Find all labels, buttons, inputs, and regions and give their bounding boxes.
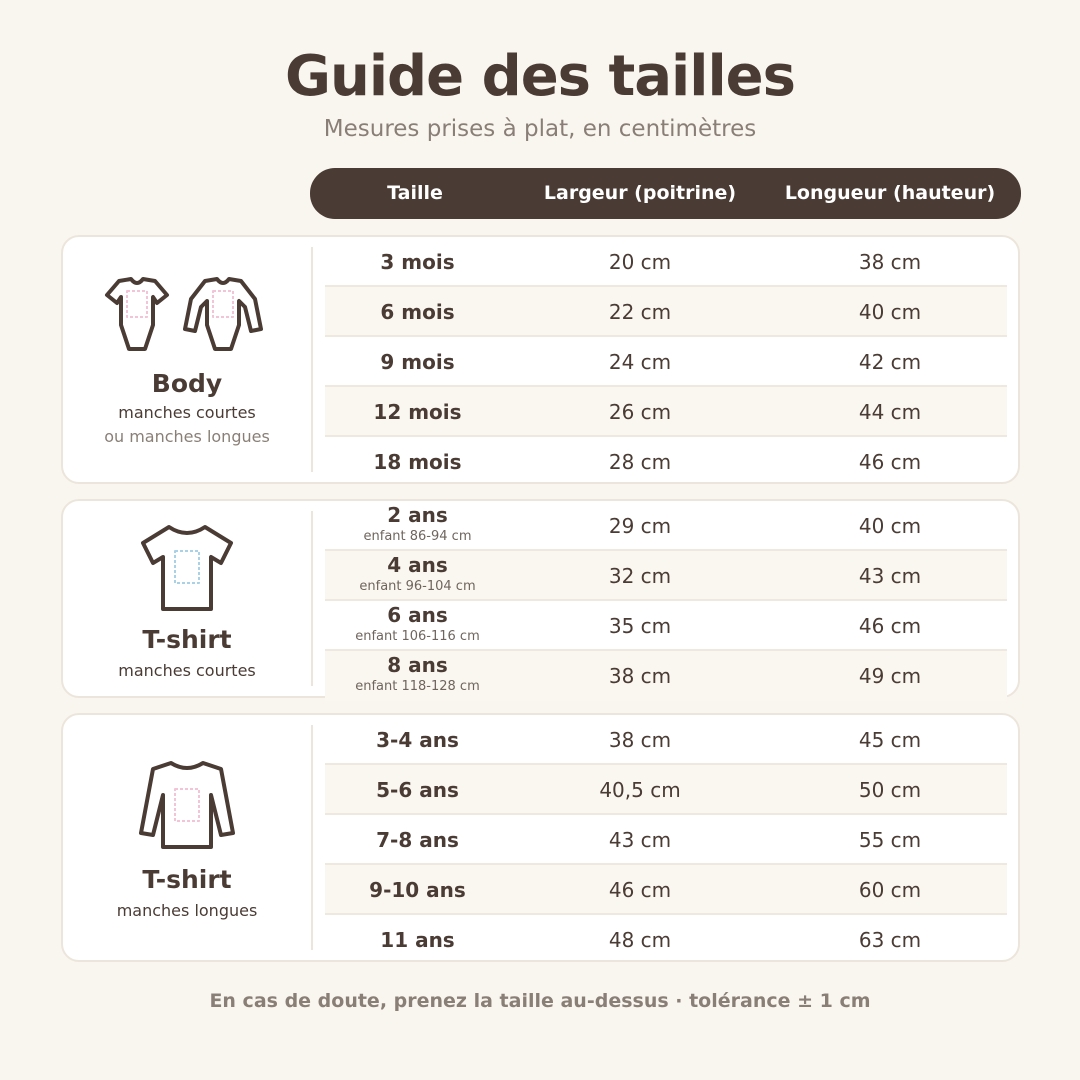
page-subtitle: Mesures prises à plat, en centimètres: [323, 116, 757, 142]
table-row: [325, 551, 1007, 601]
length-cell: 46 cm: [858, 450, 922, 474]
width-cell: 29 cm: [608, 514, 672, 538]
size-cell: 18 mois: [373, 450, 462, 474]
length-cell: 43 cm: [858, 564, 922, 588]
section-name: T-shirt: [142, 625, 232, 654]
table-row: [325, 601, 1007, 651]
footer-note: En cas de doute, prenez la taille au-dessus · tolérance ± 1 cm: [209, 990, 871, 1012]
size-cell: 4 ans: [387, 553, 448, 577]
table-row: [325, 715, 1007, 765]
header-size: Taille: [387, 182, 443, 204]
divider: [311, 511, 313, 686]
length-cell: 60 cm: [858, 878, 922, 902]
section-icons: [63, 759, 311, 859]
section-sub: manches courtes: [118, 661, 256, 680]
size-rows: [325, 715, 1007, 965]
divider: [311, 725, 313, 950]
length-cell: 40 cm: [858, 300, 922, 324]
section-name: T-shirt: [142, 865, 232, 894]
table-row: [325, 501, 1007, 551]
table-row: [325, 765, 1007, 815]
tshirt-long-sleeve-icon: [137, 759, 237, 855]
width-cell: 48 cm: [608, 928, 672, 952]
size-cell: 8 ans: [387, 653, 448, 677]
size-cell: 9-10 ans: [369, 878, 466, 902]
length-cell: 40 cm: [858, 514, 922, 538]
width-cell: 22 cm: [608, 300, 672, 324]
size-cell: 6 ans: [387, 603, 448, 627]
table-row: [325, 237, 1007, 287]
size-cell: 7-8 ans: [376, 828, 459, 852]
section-icons: [63, 275, 311, 359]
length-cell: 38 cm: [858, 250, 922, 274]
section-tshirt-short: [61, 499, 1020, 698]
section-sub-alt: ou manches longues: [104, 427, 270, 446]
length-cell: 42 cm: [858, 350, 922, 374]
size-cell: 9 mois: [380, 350, 455, 374]
width-cell: 26 cm: [608, 400, 672, 424]
section-tshirt-long: [61, 713, 1020, 962]
table-row: [325, 387, 1007, 437]
section-label: [63, 715, 311, 960]
section-label: [63, 237, 311, 482]
size-note: enfant 86-94 cm: [363, 529, 472, 544]
size-note: enfant 106-116 cm: [355, 629, 480, 644]
bodysuit-icons: [97, 275, 277, 355]
width-cell: 28 cm: [608, 450, 672, 474]
width-cell: 35 cm: [608, 614, 672, 638]
size-cell: 12 mois: [373, 400, 462, 424]
section-label: [63, 501, 311, 696]
width-cell: 38 cm: [608, 664, 672, 688]
table-row: [325, 865, 1007, 915]
section-body: [61, 235, 1020, 484]
width-cell: 32 cm: [608, 564, 672, 588]
length-cell: 63 cm: [858, 928, 922, 952]
section-sub: manches courtes: [118, 403, 256, 422]
table-row: [325, 437, 1007, 487]
bodysuit-long-sleeve-icon: [185, 279, 261, 349]
section-icons: [63, 523, 311, 617]
length-cell: 46 cm: [858, 614, 922, 638]
tshirt-short-sleeve-icon: [137, 523, 237, 613]
width-cell: 43 cm: [608, 828, 672, 852]
table-row: [325, 651, 1007, 701]
table-row: [325, 915, 1007, 965]
length-cell: 55 cm: [858, 828, 922, 852]
table-header: [310, 168, 1021, 219]
size-cell: 5-6 ans: [376, 778, 459, 802]
length-cell: 50 cm: [858, 778, 922, 802]
length-cell: 45 cm: [858, 728, 922, 752]
size-cell: 3-4 ans: [376, 728, 459, 752]
length-cell: 49 cm: [858, 664, 922, 688]
width-cell: 24 cm: [608, 350, 672, 374]
page-title: Guide des tailles: [285, 44, 795, 109]
table-row: [325, 337, 1007, 387]
size-rows: [325, 237, 1007, 487]
width-cell: 46 cm: [608, 878, 672, 902]
bodysuit-short-sleeve-icon: [107, 279, 167, 349]
size-note: enfant 118-128 cm: [355, 679, 480, 694]
section-sub: manches longues: [116, 901, 258, 920]
width-cell: 20 cm: [608, 250, 672, 274]
divider: [311, 247, 313, 472]
header-width: Largeur (poitrine): [543, 182, 737, 204]
size-note: enfant 96-104 cm: [359, 579, 476, 594]
table-row: [325, 287, 1007, 337]
table-row: [325, 815, 1007, 865]
width-cell: 38 cm: [608, 728, 672, 752]
width-cell: 40,5 cm: [599, 778, 681, 802]
section-name: Body: [151, 369, 223, 398]
size-cell: 11 ans: [380, 928, 455, 952]
length-cell: 44 cm: [858, 400, 922, 424]
size-cell: 3 mois: [380, 250, 455, 274]
header-length: Longueur (hauteur): [784, 182, 996, 204]
size-cell: 6 mois: [380, 300, 455, 324]
size-cell: 2 ans: [387, 503, 448, 527]
size-rows: [325, 501, 1007, 701]
